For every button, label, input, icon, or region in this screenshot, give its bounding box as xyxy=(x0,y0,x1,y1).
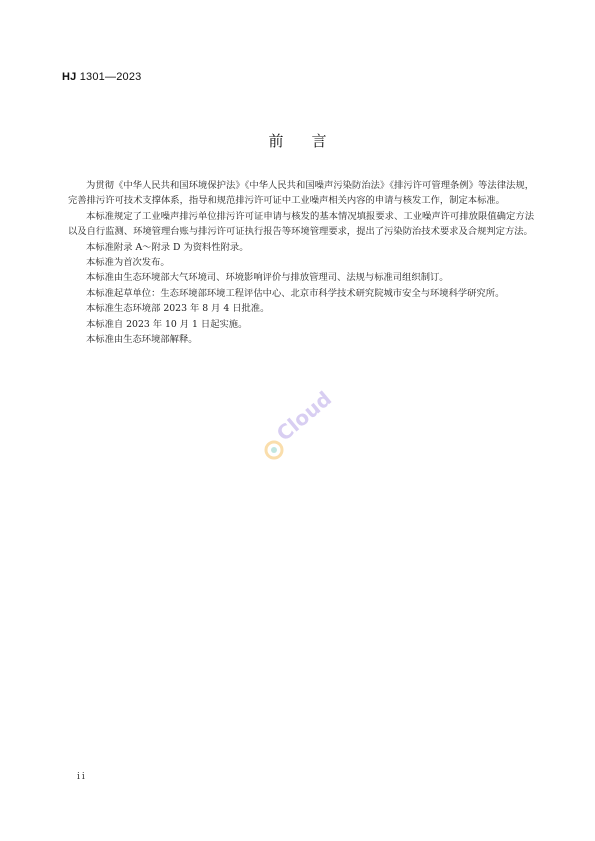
watermark-dot xyxy=(271,447,277,453)
paragraph: 本标准附录 A～附录 D 为资料性附录。 xyxy=(86,241,249,253)
paragraph: 本标准规定了工业噪声排污单位排污许可证申请与核发的基本情况填报要求、工业噪声许可排放限值确定方法以及自行监测、环境管理台账与排污许可证执行报告等环境管理要求，提出了污染防治技术要求及合规判定方法。 xyxy=(68,210,534,238)
paragraph: 本标准为首次发布。 xyxy=(86,257,170,269)
standard-prefix: HJ xyxy=(62,71,77,83)
paragraph: 本标准由生态环境部大气环境司、环境影响评价与排放管理司、法规与标准司组织制订。 xyxy=(86,272,449,284)
standard-code xyxy=(62,71,141,83)
page-title: 前言 xyxy=(268,132,355,150)
paragraph: 本标准由生态环境部解释。 xyxy=(86,334,198,346)
paragraph: 本标准自 2023 年 10 月 1 日起实施。 xyxy=(86,318,248,330)
foreword-body xyxy=(68,178,534,347)
standard-number: 1301—2023 xyxy=(79,71,142,83)
page-number: ii xyxy=(77,772,87,782)
paragraph: 本标准起草单位：生态环境部环境工程评估中心、北京市科学技术研究院城市安全与环境科学研究所。 xyxy=(86,287,505,299)
paragraph: 本标准生态环境部 2023 年 8 月 4 日批准。 xyxy=(86,303,270,315)
watermark-text: Cloud xyxy=(271,386,337,446)
paragraph: 为贯彻《中华人民共和国环境保护法》《中华人民共和国噪声污染防治法》《排污许可管理条例》等法律法规，完善排污许可技术支撑体系，指导和规范排污许可证中工业噪声相关内容的申请与核发工作，制定本标准。 xyxy=(68,180,534,207)
cloud-watermark-logo xyxy=(262,382,352,462)
